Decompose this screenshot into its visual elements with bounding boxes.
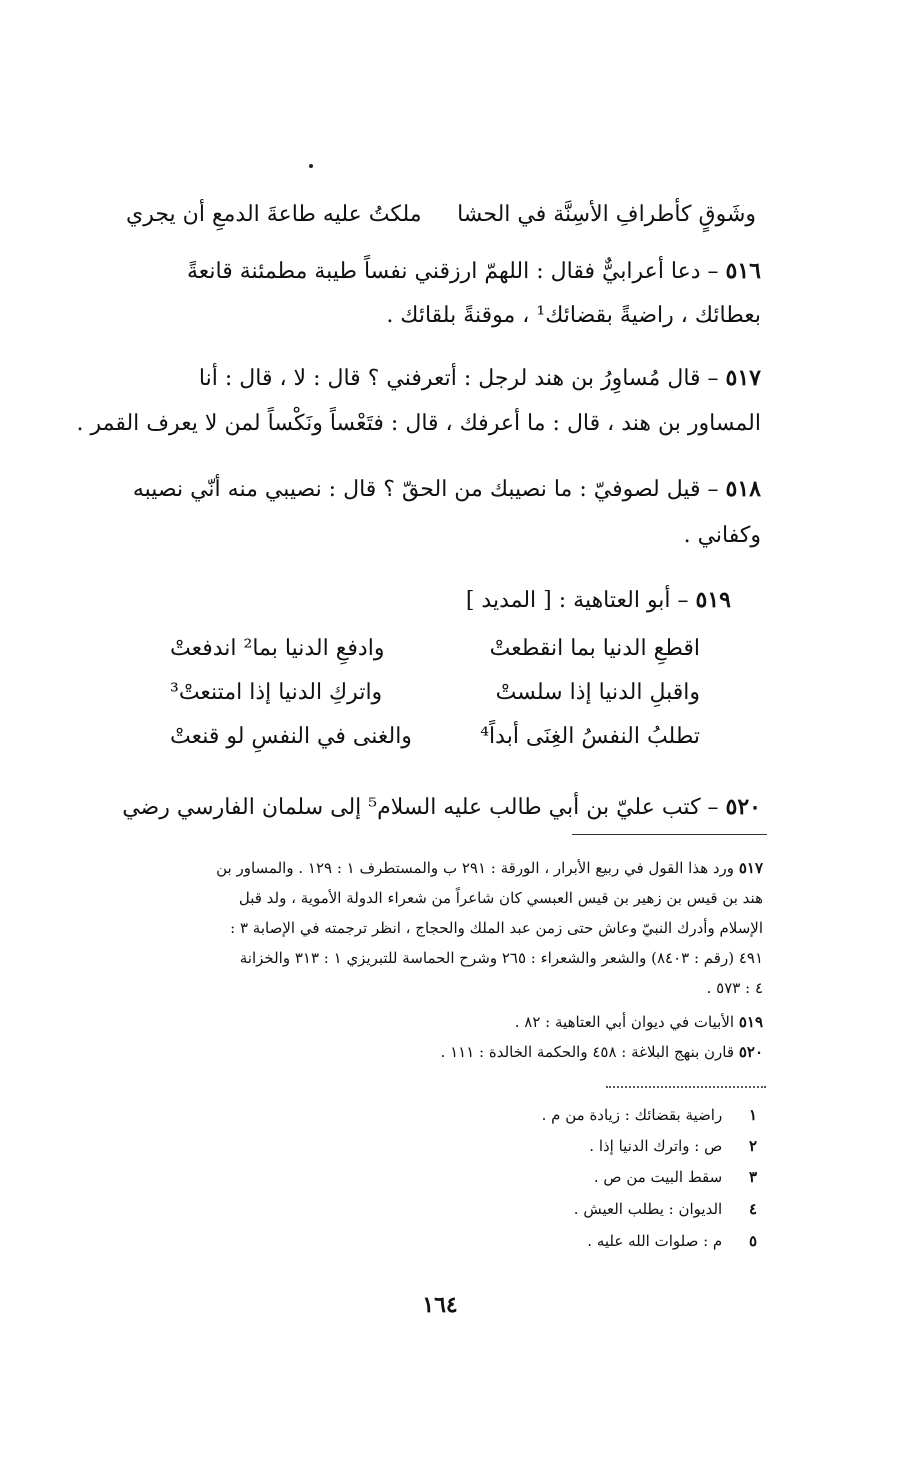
entry-number: ٥١٩ (695, 587, 731, 613)
footnote-text: ورد هذا القول في ربيع الأبرار ، الورقة : ٢٩١ ب والمستطرف ١ : ١٢٩ . والمساور بن (216, 859, 735, 877)
footnote-text: قارن بنهج البلاغة : ٤٥٨ والحكمة الخالدة : ١١١ . (440, 1043, 735, 1061)
verse-right-hemistich: تطلبُ النفسُ الغِنَى أبداً⁴ (480, 724, 700, 749)
verse-right-hemistich: واقبلِ الدنيا إذا سلستْ (495, 680, 700, 705)
footnote-number: ٥٢٠ (738, 1043, 763, 1061)
entry-text: – كتب عليّ بن أبي طالب عليه السلام⁵ إلى سلمان الفارسي رضي (122, 795, 719, 820)
entry-518-line-1 (133, 466, 761, 513)
footnote-517-line-3: الإسلام وأدرك النبيّ وعاش حتى زمن عبد الملك والحجاج ، انظر ترجمته في الإصابة ٣ : (230, 919, 763, 937)
note-3 (594, 1162, 757, 1192)
entry-text: – أبو العتاهية : [ المديد ] (465, 588, 689, 613)
note-text: سقط البيت من ص . (593, 1168, 723, 1186)
page-number: ١٦٤ (422, 1292, 458, 1318)
verse-left-hemistich: والغنى في النفسِ لو قنعتْ (170, 724, 412, 749)
verse-left-hemistich: واتركِ الدنيا إذا امتنعتْ³ (170, 680, 383, 705)
entry-520-line-1 (122, 784, 761, 831)
entry-text: – قيل لصوفيّ : ما نصيبك من الحقّ ؟ قال : نصيبي منه أنّي نصيبه (132, 477, 719, 502)
footnote-517-line-2: هند بن قيس بن زهير بن قيس العبسي كان شاعراً من شعراء الدولة الأموية ، ولد قبل (238, 889, 763, 907)
note-5 (587, 1226, 757, 1256)
notes-separator (606, 1086, 766, 1088)
entry-number: ٥٢٠ (725, 794, 761, 820)
footnote-519 (515, 1008, 763, 1036)
footnote-separator (572, 834, 767, 835)
entry-number: ٥١٨ (725, 476, 761, 502)
note-number: ١ (748, 1106, 757, 1124)
footnote-number: ٥١٩ (738, 1013, 763, 1031)
note-text: ص : واترك الدنيا إذا . (589, 1137, 723, 1155)
note-4 (574, 1194, 757, 1224)
note-2 (589, 1131, 757, 1161)
entry-516-line-2: بعطائك ، راضيةً بقضائك¹ ، موقنةً بلقائك . (386, 303, 761, 328)
poem-top-right-hemistich: وشَوقٍ كأطرافِ الأسِنَّة في الحشا (457, 202, 756, 227)
poem-top-left-hemistich: ملكتُ عليه طاعةَ الدمعِ أن يجري (126, 202, 422, 227)
note-1 (542, 1100, 757, 1130)
footnote-text: الأبيات في ديوان أبي العتاهية : ٨٢ . (514, 1013, 735, 1031)
note-text: راضية بقضائك : زيادة من م . (541, 1106, 723, 1124)
note-text: م : صلوات الله عليه . (587, 1232, 723, 1250)
entry-517-line-1 (199, 355, 761, 402)
footnote-517-line-1 (216, 854, 763, 882)
verse-line-2 (170, 680, 700, 720)
top-mark (309, 164, 313, 168)
footnote-517-line-5: ٤ : ٥٧٣ . (706, 979, 763, 997)
verse-line-3 (170, 724, 700, 764)
entry-518-line-2: وكفاني . (683, 523, 761, 548)
entry-number: ٥١٦ (725, 258, 761, 284)
note-number: ٥ (748, 1232, 757, 1250)
entry-text: – قال مُساوِرُ بن هند لرجل : أتعرفني ؟ قال : لا ، قال : أنا (198, 366, 719, 391)
verse-left-hemistich: وادفعِ الدنيا بما² اندفعتْ (170, 636, 385, 661)
verse-right-hemistich: اقطعِ الدنيا بما انقطعتْ (489, 636, 700, 661)
footnote-520 (441, 1038, 763, 1066)
entry-517-line-2: المساور بن هند ، قال : ما أعرفك ، قال : فتَعْساً ونَكْساً لمن لا يعرف القمر . (76, 411, 761, 436)
note-number: ٣ (748, 1168, 757, 1186)
entry-number: ٥١٧ (725, 365, 761, 391)
entry-519-line-1 (466, 577, 731, 624)
note-number: ٢ (748, 1137, 757, 1155)
entry-text: – دعا أعرابيٌّ فقال : اللهمّ ارزقني نفساً طيبة مطمئنة قانعةً (187, 259, 719, 284)
footnote-number: ٥١٧ (738, 859, 763, 877)
verse-line-1 (170, 636, 700, 676)
footnote-517-line-4: ٤٩١ (رقم : ٨٤٠٣) والشعر والشعراء : ٢٦٥ وشرح الحماسة للتبريزي ١ : ٣١٣ والخزانة (239, 949, 763, 967)
note-text: الديوان : يطلب العيش . (573, 1200, 723, 1218)
note-number: ٤ (748, 1200, 757, 1218)
entry-516-line-1 (187, 248, 761, 295)
